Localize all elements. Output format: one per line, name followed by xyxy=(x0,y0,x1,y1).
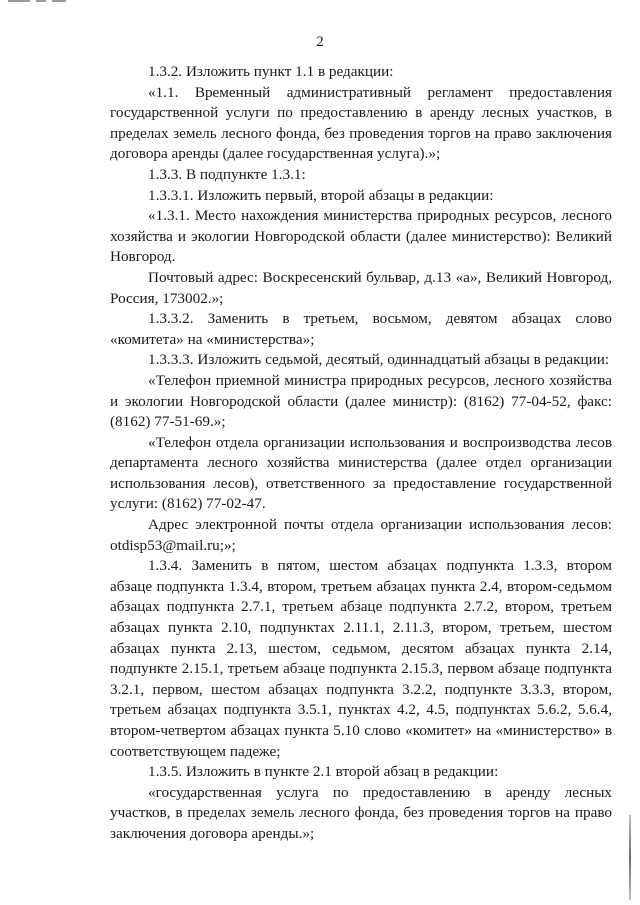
paragraph-quote-1-1: «1.1. Временный административный регламент предоставления государственной услуги по предоставлению в аренду лесных участков, в пределах земель лесного фонда, без проведения торгов на право заключения договора аренды (далее государственная услуга).»; xyxy=(110,83,612,163)
paragraph-email: Адрес электронной почты отдела организации использования лесов: otdisp53@mail.ru;»; xyxy=(110,516,612,554)
paragraph-1-3-5: 1.3.5. Изложить в пункте 2.1 второй абзац в редакции: xyxy=(148,763,499,781)
document-body xyxy=(110,62,612,845)
paragraph-1-3-3-3: 1.3.3.3. Изложить седьмой, десятый, одиннадцатый абзацы в редакции: xyxy=(148,351,610,369)
paragraph-postal-address: Почтовый адрес: Воскресенский бульвар, д.13 «а», Великий Новгород, Россия, 173002.»; xyxy=(110,268,612,307)
scan-edge-line xyxy=(629,815,631,900)
paragraph-1-3-3: 1.3.3. В подпункте 1.3.1: xyxy=(148,165,306,183)
scan-mark xyxy=(8,0,88,3)
page-number: 2 xyxy=(316,34,324,50)
paragraph-phone-minister: «Телефон приемной министра природных ресурсов, лесного хозяйства и экологии Новгородской области (далее министр): (8162) 77-04-52, факс: (8162) 77-51-69.»; xyxy=(110,371,612,431)
paragraph-quote-service: «государственная услуга по предоставлению в аренду лесных участков, в пределах земель лесного фонда, без проведения торгов на право заключения договора аренды.»; xyxy=(110,783,612,842)
paragraph-1-3-3-1: 1.3.3.1. Изложить первый, второй абзацы в редакции: xyxy=(148,186,494,204)
paragraph-1-3-2: 1.3.2. Изложить пункт 1.1 в редакции: xyxy=(148,63,394,80)
paragraph-1-3-3-2: 1.3.3.2. Заменить в третьем, восьмом, девятом абзацах слово «комитета» на «министерства»; xyxy=(110,310,612,348)
paragraph-1-3-4: 1.3.4. Заменить в пятом, шестом абзацах подпункта 1.3.3, втором абзаце подпункта 1.3.4, втором, третьем абзацах пункта 2.4, втором-седьмом абзацах подпункта 2.7.1, третьем абзаце подпункта 2.7.2, втором, третьем абзацах пункта 2.10, подпунктах 2.11.1, 2.11.3, втором, третьем, шестом абзацах пункта 2.13, шестом, седьмом, десятом абзацах пункта 2.14, подпункте 2.15.1, третьем абзаце подпункта 2.15.3, первом абзаце подпункта 3.2.1, первом, шестом абзацах подпункта 3.2.2, подпункте 3.3.3, втором, третьем абзацах подпункта 3.5.1, пунктах 4.2, 4.5, подпунктах 5.6.2, 5.6.4, втором-четвертом абзацах пункта 5.10 слово «комитет» на «министерство» в соответствующем падеже; xyxy=(110,557,612,760)
paragraph-quote-1-3-1: «1.3.1. Место нахождения министерства природных ресурсов, лесного хозяйства и экологии Новгородской области (далее министерство): Великий Новгород. xyxy=(110,207,612,266)
paragraph-phone-department: «Телефон отдела организации использования и воспроизводства лесов департамента лесного хозяйства министерства (далее отдел организации использования лесов), ответственного за предоставление государственной услуги: (8162) 77-02-47. xyxy=(110,433,612,513)
